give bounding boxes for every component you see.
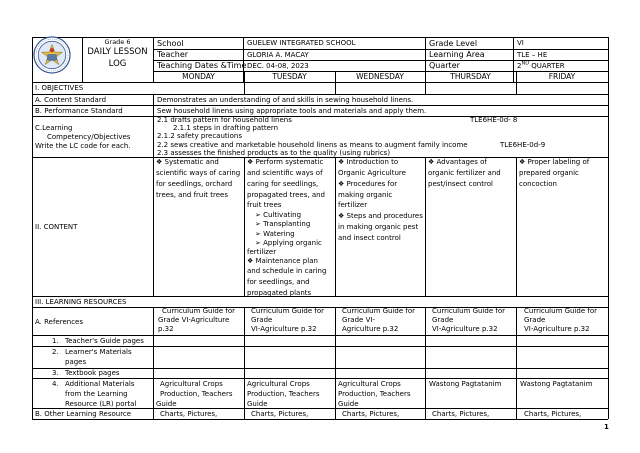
day-header-wednesday: WEDNESDAY <box>356 72 404 81</box>
content-heading: II. CONTENT <box>35 223 78 231</box>
learning-area-label: Learning Area <box>429 50 485 59</box>
page-title-line1: DAILY LESSON <box>87 47 148 57</box>
learners-materials-label: Learner's Materials <box>65 348 132 356</box>
performance-standard-value: Sew household linens using appropriate tools and materials and apply them. <box>157 107 427 115</box>
textbook-label: Textbook pages <box>65 369 120 377</box>
resources-heading: III. LEARNING RESOURCES <box>35 298 127 306</box>
grade-level-label: Grade Level <box>429 39 478 48</box>
content-standard-value: Demonstrates an understanding of and skills in sewing household linens. <box>157 96 414 104</box>
learning-area-value: TLE – HE <box>517 51 548 59</box>
objectives-heading: I. OBJECTIVES <box>35 84 84 92</box>
lc-code: TLE6HE-0d-9 <box>500 141 546 149</box>
lc-line: 2.2 sews creative and marketable household linens as means to augment family income <box>157 141 468 149</box>
additional-thursday: Wastong Pagtatanim <box>429 380 502 388</box>
day-header-monday: MONDAY <box>182 72 215 81</box>
school-value: GUELEW INTEGRATED SCHOOL <box>247 39 356 47</box>
other-resource-wednesday: Charts, Pictures, <box>342 410 400 418</box>
dates-value: DEC. 04-08, 2023 <box>247 62 309 70</box>
page-number: 1 <box>604 423 609 431</box>
learning-competency-label: Competency/Objectives <box>47 133 131 141</box>
list-number: 4. <box>52 380 59 388</box>
other-resource-label: B. Other Learning Resource <box>35 410 132 418</box>
lc-line: 2.1.2 safety precautions <box>157 132 242 140</box>
other-resource-friday: Charts, Pictures, <box>524 410 582 418</box>
day-header-thursday: THURSDAY <box>450 72 491 81</box>
lc-code: TLE6HE-0d- 8 <box>470 116 518 124</box>
performance-standard-label: B. Performance Standard <box>35 107 123 115</box>
page-title-line2: LOG <box>108 59 127 69</box>
other-resource-thursday: Charts, Pictures, <box>432 410 490 418</box>
teachers-guide-label: Teacher's Guide pages <box>65 337 144 345</box>
school-label: School <box>157 39 184 48</box>
content-standard-label: A. Content Standard <box>35 96 107 104</box>
additional-materials-label: Additional Materials <box>65 380 135 388</box>
learning-competency-note: Write the LC code for each. <box>35 142 131 150</box>
other-resource-tuesday: Charts, Pictures, <box>251 410 309 418</box>
quarter-label: Quarter <box>429 61 460 70</box>
dates-label: Teaching Dates &Time <box>157 61 247 70</box>
additional-materials-label: Resource (LR) portal <box>65 400 137 408</box>
lc-line: 2.1.1 steps in drafting pattern <box>173 124 279 132</box>
lc-line: 2.1 drafts pattern for household linens <box>157 116 292 124</box>
list-number: 2. <box>52 348 59 356</box>
learning-competency-label: C.Learning <box>35 124 73 132</box>
list-number: 1. <box>52 337 59 345</box>
teacher-value: GLORIA A. MACAY <box>247 51 309 59</box>
learners-materials-label: pages <box>65 358 87 366</box>
day-header-tuesday: TUESDAY <box>272 72 307 81</box>
lc-line: 2.3 assesses the finished products as to the quality (using rubrics) <box>157 149 391 157</box>
additional-materials-label: from the Learning <box>65 390 128 398</box>
other-resource-monday: Charts, Pictures, <box>160 410 218 418</box>
additional-friday: Wastong Pagtatanim <box>520 380 593 388</box>
day-header-friday: FRIDAY <box>548 72 576 81</box>
list-number: 3. <box>52 369 59 377</box>
teacher-label: Teacher <box>157 50 189 59</box>
quarter-value: 2ND QUARTER <box>517 60 565 70</box>
references-label: A. References <box>35 318 84 326</box>
grade-label: Grade 6 <box>104 38 131 46</box>
grade-level-value: VI <box>517 39 524 47</box>
deped-seal-icon <box>33 36 71 74</box>
